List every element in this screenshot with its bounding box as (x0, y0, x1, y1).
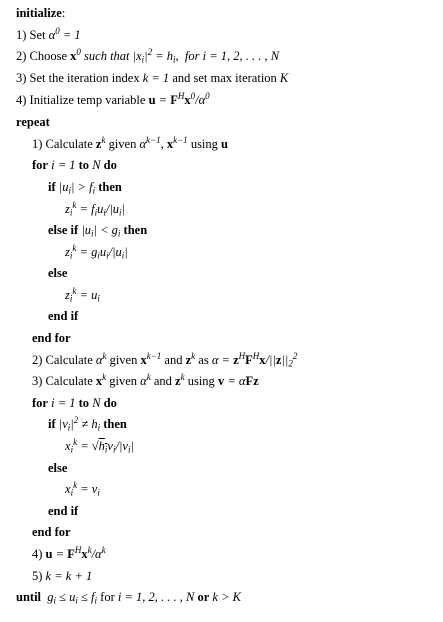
math: k = k + 1 (45, 569, 93, 583)
line-endfor-2 (32, 522, 71, 542)
line-text: 3) Calculate (32, 374, 96, 388)
line-text: 5) (32, 569, 46, 583)
line-repeat (16, 112, 50, 132)
line-init-3 (16, 68, 288, 88)
line-if-2 (48, 414, 127, 434)
line-endif-1 (48, 306, 78, 326)
math: k > K (209, 590, 241, 604)
keyword: then (123, 223, 148, 237)
line-else-2 (48, 458, 67, 478)
line-text: 4) (32, 547, 46, 561)
line-endif-2 (48, 501, 78, 521)
line-assign-5 (65, 479, 100, 499)
keyword: to (78, 396, 90, 410)
line-assign-2 (65, 242, 128, 262)
line-step-2 (32, 350, 297, 370)
keyword: initialize (16, 6, 62, 20)
line-assign-4 (65, 436, 134, 456)
line-text: 1) Calculate (32, 137, 96, 151)
math: $u = F^Hx^k/\alpha^k$ (45, 545, 106, 561)
line-for-2 (32, 393, 117, 413)
math: $z_i^k = f_iu_i/|u_i|$ (65, 200, 125, 218)
math: $z^k$ given $\alpha^{k-1}$, $x^{k-1}$ using u (95, 135, 228, 151)
line-text: 4) Initialize temp variable (16, 93, 149, 107)
math: $x^0$ such that $|x_i|^2 = h_i$, for i = 1, 2, . . . , N (70, 47, 280, 65)
line-text: 3) Set the iteration index (16, 71, 143, 85)
line-init-1 (16, 25, 81, 45)
math: N (89, 396, 104, 410)
keyword: else (48, 461, 68, 475)
math: $u = F^Hx^0/\alpha^0$ (148, 91, 210, 107)
line-assign-1 (65, 199, 125, 219)
line-elseif-1 (48, 220, 147, 240)
keyword: until (16, 590, 42, 604)
keyword: else (48, 266, 68, 280)
math: k = 1 and set max iteration K (142, 71, 289, 85)
punct: : (61, 6, 66, 20)
math: $x^k$ given $\alpha^k$ and $z^k$ using v = αFz (95, 372, 259, 388)
line-init-4 (16, 90, 210, 110)
math: $x_i^k = v_i$ (65, 480, 100, 498)
line-for-1 (32, 155, 117, 175)
keyword: for (32, 158, 48, 172)
keyword: end if (48, 309, 79, 323)
keyword: else if (48, 223, 79, 237)
math: $|u_i| > f_i$ (55, 180, 96, 196)
line-text: 1) Set (16, 28, 49, 42)
keyword: repeat (16, 115, 50, 129)
math: $g_i \le u_i \le f_i$ for i = 1, 2, . . . , N (41, 590, 198, 606)
keyword: to (78, 158, 90, 172)
line-initialize (16, 3, 65, 23)
keyword: end if (48, 504, 79, 518)
line-else-1 (48, 263, 67, 283)
math: $z_i^k = u_i$ (65, 286, 100, 304)
line-if-1 (48, 177, 122, 197)
math: $\alpha^k$ given $x^{k-1}$ and $z^k$ as $\alpha = z^HF^Hx/||z||_2^2$ (95, 351, 298, 369)
line-assign-3 (65, 285, 100, 305)
keyword: do (103, 158, 117, 172)
keyword: end for (32, 525, 71, 539)
math: $z_i^k = g_iu_i/|u_i|$ (65, 243, 128, 261)
keyword: do (103, 396, 117, 410)
keyword: if (48, 417, 56, 431)
line-text: 2) Choose (16, 49, 71, 63)
math: i = 1 (47, 158, 79, 172)
line-init-2 (16, 46, 279, 66)
line-step-1 (32, 134, 228, 154)
math: N (89, 158, 104, 172)
keyword: end for (32, 331, 71, 345)
line-step-3 (32, 371, 259, 391)
keyword: or (197, 590, 210, 604)
math: $x_i^k = √h_iv_i/|v_i|$ (65, 437, 134, 455)
math: i = 1 (47, 396, 79, 410)
line-step-5 (32, 566, 92, 586)
line-endfor-1 (32, 328, 71, 348)
keyword: then (98, 180, 122, 194)
line-until (16, 587, 241, 607)
keyword: then (103, 417, 127, 431)
keyword: for (32, 396, 48, 410)
line-text: 2) Calculate (32, 353, 96, 367)
math: $|v_i|^2 \ne h_i$ (55, 415, 101, 433)
line-step-4 (32, 544, 106, 564)
math: $\alpha^0 = 1$ (48, 26, 81, 42)
keyword: if (48, 180, 56, 194)
math: $|u_i| < g_i$ (78, 223, 121, 239)
